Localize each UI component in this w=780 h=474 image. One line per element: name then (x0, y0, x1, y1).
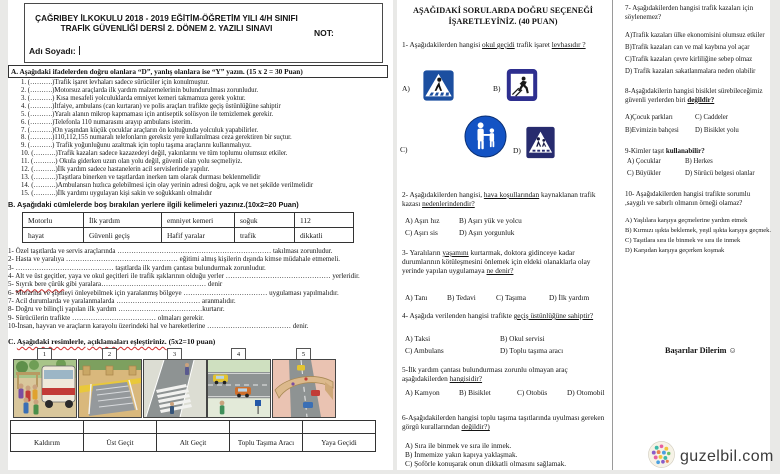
answer-row-labels (11, 434, 376, 452)
exam-title-line1: ÇAĞRIBEY İLKOKULU 2018 - 2019 EĞİTİM-ÖĞRETİM YILI 4/H SINIFI (35, 13, 298, 23)
q5-option[interactable]: C) Otobüs (517, 388, 548, 397)
q5-option[interactable]: D) Otomobil (567, 388, 605, 397)
q7-option[interactable]: C)Trafik kazaları çevre kirliliğine sebep olmaz (625, 56, 753, 63)
q10-option[interactable]: B) Kırmızı ışıkta beklemek, yeşil ışıkta karşıya geçmek. (625, 227, 772, 234)
true-false-item: 2. (……….)Motorsuz araçlarda ilk yardım malzemelerinin bulundurulması zorunludur. (21, 86, 259, 94)
answer-row-empty (11, 421, 376, 434)
picture-number: 3 (167, 348, 182, 361)
true-false-item: 6. (……….)Telefonla 110 numarasını arayıp ambulans isterim. (21, 118, 193, 126)
q3-option[interactable]: B) Tedavi (447, 293, 476, 302)
fill-blank-sentence: 2- Hasta ve yaralıya ………………………………………… eğitimi almış kişilerin dışında kimse müdahale etmemeli. (8, 255, 341, 264)
q6-underline: değildir?) (461, 422, 490, 432)
true-false-item: 8. (……….)110,112,155 numaralı telefonların gereksiz yere kullanılması ceza gerektiren bir suçtur. (21, 134, 292, 142)
question-4 (402, 311, 602, 320)
picture-number: 5 (296, 348, 311, 361)
q1-text: 1- Aşağıdakilerden hangisi (402, 40, 483, 49)
q6-option[interactable]: A) Sıra ile binmek ve sıra ile inmek. (405, 441, 512, 450)
q2-option[interactable]: C) Aşırı sis (405, 228, 438, 237)
true-false-item: 1. (……….)Trafik işaret levhaları sadece sürücüler için konulmuştur. (21, 79, 210, 86)
word-bank-cell: Güvenli geçiş (83, 228, 161, 243)
answer-label: Toplu Taşıma Aracı (230, 434, 303, 452)
exam-page-1 (8, 0, 393, 470)
overpass-illustration-icon (273, 360, 335, 417)
section-c-label: C. (8, 337, 16, 346)
sentence-prefix: 5- (8, 280, 16, 289)
q9-option[interactable]: A) Çocuklar (627, 158, 661, 165)
q9-option[interactable]: B) Herkes (685, 158, 713, 165)
answer-cell[interactable] (84, 421, 157, 434)
q8-option[interactable]: C) Caddeler (695, 114, 729, 121)
answer-cell[interactable] (230, 421, 303, 434)
q5-text: 5-İlk yardım çantası bulundurması zorunlu olmayan araç aşağıdakilerden (402, 365, 568, 384)
picture-overpass (272, 359, 336, 418)
grade-label: NOT: (314, 28, 334, 38)
word-bank-cell: 112 (294, 213, 353, 228)
q1-text: trafik işaret (514, 40, 552, 49)
q3-text: kurtarmak, doktora gidinceye kadar durumlarının kötüleşmesini önlemek için eldeki olanaklarla olay yerinde yapılan uygulamaya (402, 248, 591, 276)
picture-number: 4 (231, 348, 246, 361)
q7-option[interactable]: A)Trafik kazaları ülke ekonomisini olumsuz etkiler (625, 32, 765, 39)
guzelbil-logo-icon (647, 440, 676, 474)
picture-sidewalk-street (207, 359, 271, 418)
column-divider (612, 0, 613, 470)
true-false-item: 11. (……….) Okula giderken uzun olan yolu değil, güvenli olan yolu seçmeliyiz. (21, 158, 243, 166)
section-a-heading: A. Aşağıdaki ifadelerden doğru olanlara “D”, yanlış olanlara ise “Y” yazın. (15 x 2 = 30 Puan) (8, 65, 388, 78)
section-c-wavy2: açıklamaları eşleştiriniz. (87, 337, 167, 346)
q3-underline: ne denir? (486, 266, 514, 276)
q9-option[interactable]: D) Sürücü belgesi olanlar (685, 170, 755, 177)
section-c-heading (8, 337, 215, 346)
q6-option[interactable]: C) Şoförle konuşarak onun dikkatli olmasını sağlamak. (405, 459, 567, 468)
answer-cell[interactable] (11, 421, 84, 434)
q8-underline: değildir? (687, 95, 715, 104)
exam-title (25, 4, 308, 43)
answer-cell[interactable] (157, 421, 230, 434)
q3-option[interactable]: A) Tanı (405, 293, 428, 302)
word-bank-cell: soğuk (234, 213, 294, 228)
q3-option[interactable]: C) Taşıma (496, 293, 526, 302)
fill-blank-sentence: 10-İnsan, hayvan ve araçların karayolu üzerindeki hal ve hareketlerine ……………………………… denir. (8, 322, 309, 331)
q1-option-label-c[interactable]: C) (400, 145, 408, 154)
q4-option[interactable]: A) Taksi (405, 334, 431, 343)
word-bank-row (23, 213, 354, 228)
fill-blank-sentence: 4- Alt ve üst geçitler, yaya ve okul geçitleri ile trafik ışıklarının olduğu yerler ……………………………………… yerleridir. (8, 272, 360, 281)
fill-blank-sentence: 7- Acil durumlarda ve yaralanmalarda ……………………………… aranmalıdır. (8, 297, 236, 306)
section-c-points: (5x2=10 puan) (166, 337, 216, 346)
fill-blank-sentence: 9- Sürücülerin trafikte ……………………………… olmaları gerekir. (8, 313, 204, 322)
fill-blank-sentence (8, 280, 388, 288)
q8-option[interactable]: D) Bisiklet yolu (695, 127, 739, 134)
word-bank-cell: hayat (23, 228, 84, 243)
q10-option[interactable]: A) Yaşlılara karşıya geçmelerine yardım etmek (625, 217, 748, 224)
q3-underline: yaşamını (442, 248, 469, 257)
question-7: 7- Aşağıdakilerden hangisi trafik kazaları için söylenemez? (625, 4, 754, 21)
picture-number: 2 (102, 348, 117, 361)
brand-text: guzelbil.com (680, 448, 774, 465)
student-name-label: Adı Soyadı: (29, 46, 76, 56)
q2-option[interactable]: D) Aşırı yorgunluk (459, 228, 515, 237)
section-b-heading: B. Aşağıdaki cümlelerde boş bırakılan yerlere ilgili kelimeleri yazınız.(10x2=20 Puan) (8, 200, 299, 209)
picture-bus-stop (13, 359, 77, 418)
street-illustration-icon (208, 360, 270, 417)
question-5 (402, 365, 610, 383)
question-3 (402, 248, 610, 276)
true-false-item: 15. (……….)İlk yardımı uygulayan kişi sakin ve soğukkanlı olmalıdır (21, 189, 213, 197)
closing-wish: Başarılar Dilerim ☺ (665, 346, 737, 355)
true-false-item: 13. (……….)Taşıtlara binerken ve taşıtlardan inerken tam olarak durması beklenmelidir (21, 174, 261, 182)
answer-label: Alt Geçit (157, 434, 230, 452)
exam-header-box (24, 3, 383, 63)
question-10: 10- Aşağıdakilerden hangisi trafikte sorumlu ,saygılı ve sabırlı olmanın örneği olamaz? (625, 190, 751, 207)
true-false-item: 9. (……….) Trafik yoğunluğunu azaltmak için toplu taşıma araçlarını kullanmalıyız. (21, 142, 252, 150)
word-bank-cell: Hafif yaralar (162, 228, 235, 243)
q4-option[interactable]: D) Toplu taşıma aracı (500, 346, 564, 355)
q10-option[interactable]: D) Karşıdan karşıya geçerken koşmak (625, 247, 725, 254)
misspelled-text: Sıyrık bere çürük (15, 280, 65, 289)
true-false-item: 10. (……….)Trafik kazaları sadece kazazedeyi değil, yakınlarını ve tüm toplumu olumsuz etkiler. (21, 150, 288, 158)
q2-option[interactable]: B) Aşırı yük ve yolcu (459, 216, 522, 225)
picture-crosswalk (143, 359, 207, 418)
fill-blank-sentence: 8- Doğru ve bilinçli yapılan ilk yardım ………………………………kurtarır. (8, 305, 225, 314)
q1-underline: okul geçidi (482, 40, 515, 49)
question-8 (625, 87, 767, 104)
section-c-wavy1: Aşağıdaki resimlerle, (16, 337, 86, 346)
picture-number: 1 (37, 348, 52, 361)
q3-text: 3- Yaralıların (402, 248, 443, 257)
q7-option[interactable]: B)Trafik kazaları can ve mal kaybına yol açar (625, 44, 750, 51)
q5-underline: hangisidir? (449, 374, 483, 384)
question-2 (402, 190, 608, 208)
fill-blank-sentence: 3- …………………………………… taşıtlarda ilk yardım çantası bulundurmak zorunludur. (8, 263, 266, 272)
q4-underline: geçiş üstünlüğüne sahiptir? (513, 311, 594, 320)
word-bank-cell: trafik (234, 228, 294, 243)
bus-stop-illustration-icon (14, 360, 76, 417)
q2-underline: nedenlerindendir? (422, 199, 475, 209)
true-false-item: 14. (……….)Ambulansın hızlıca gelebilmesi için olay yerinin adresi doğru, açık ve net şekilde verilmelidir (21, 181, 314, 189)
sentence-rest: gibi yaralara……………………………………… denir (64, 280, 223, 289)
true-false-item: 4. (……….)İtfaiye, ambulans (can kurtaran) ve polis araçları trafikte geçiş üstünlüğüne sahiptir (21, 102, 281, 110)
q8-option[interactable]: A)Çocuk parkları (625, 114, 673, 121)
q2-text: kaynaklanan trafik kazası (402, 190, 596, 209)
exam-title-line2: TRAFİK GÜVENLİĞİ DERSİ 2. DÖNEM 2. YAZILI SINAVI (60, 23, 273, 33)
fill-blank-sentence: 1- Özel taşıtlarda ve servis araçlarında ………………………………………………………… takılması zorunludur. (8, 247, 333, 255)
answer-cell[interactable] (303, 421, 376, 434)
true-false-item: 3. (……….) Kısa mesafeli yolculuklarda emniyet kemeri takmamıza gerek yoktur. (21, 94, 246, 102)
exam-page-2 (397, 0, 774, 470)
q6-option[interactable]: B) İnmemize yakın kapıya yaklaşmak. (405, 450, 518, 459)
true-false-item: 12. (……….)İlk yardım sadece hastanelerin acil servislerinde yapılır. (21, 166, 210, 174)
answer-label: Kaldırım (11, 434, 84, 452)
page2-heading-line1: AŞAĞIDAKİ SORULARDA DOĞRU SEÇENEĞİ (412, 6, 594, 15)
matching-answer-table (10, 420, 376, 452)
sign-school-pass-icon[interactable] (506, 68, 538, 107)
word-bank-cell: emniyet kemeri (162, 213, 235, 228)
q8-text: 8-Aşağıdakilerin hangisi bisiklet sürebileceğimiz güvenli yerlerden biri (625, 87, 763, 104)
sign-pedestrian-crossing-icon[interactable] (423, 70, 454, 106)
text-cursor (79, 46, 80, 55)
section-b-sentences (8, 247, 388, 330)
word-bank-cell: Motorlu (23, 213, 84, 228)
word-bank-table (22, 212, 354, 243)
q6-text: 6-Aşağıdakilerden hangisi toplu taşıma taşıtlarında uyulması gereken görgü kurallarından (402, 413, 605, 432)
q1-underline: levhasıdır ? (551, 40, 586, 49)
true-false-item: 5. (……….)Yaralı alanın mikrop kapmaması için antiseptik solüsyon ile temizlemek gerekir. (21, 110, 274, 118)
word-bank-row (23, 228, 354, 243)
crosswalk-illustration-icon (144, 360, 206, 417)
q4-option[interactable]: C) Ambulans (405, 346, 444, 355)
word-bank-cell: İlk yardım (83, 213, 161, 228)
q9-option[interactable]: C) Büyükler (627, 170, 661, 177)
q8-option[interactable]: B)Evimizin bahçesi (625, 127, 679, 134)
q4-text: 4- Aşağıda verilenden hangisi trafikte (402, 311, 514, 320)
q1-option-label-d[interactable]: D) (513, 146, 521, 155)
page2-heading (402, 5, 604, 27)
grade-box (308, 43, 380, 60)
word-bank-cell: dikkatli (294, 228, 353, 243)
q5-option[interactable]: B) Bisiklet (459, 388, 491, 397)
q4-option[interactable]: B) Okul servisi (500, 334, 545, 343)
sign-school-crossing-icon[interactable] (526, 126, 555, 164)
student-name-field[interactable] (25, 43, 308, 60)
q1-option-label-b[interactable]: B) (493, 84, 501, 93)
q3-option[interactable]: D) İlk yardım (549, 293, 590, 302)
q7-option[interactable]: D) Trafik kazaları sakatlanmalara neden olabilir (625, 68, 756, 75)
fill-blank-sentence: 6- Morarma ve şişmeyi önleyebilmek için yaralanmış bölgeye ……………………………… uygulaması yapılmalıdır. (8, 288, 339, 297)
q2-option[interactable]: A) Aşırı hız (405, 216, 440, 225)
page2-heading-line2: İŞARETLEYİNİZ. (40 PUAN) (448, 17, 558, 26)
picture-underpass (78, 359, 142, 418)
underpass-illustration-icon (79, 360, 141, 417)
q9-bold: kullanabilir? (665, 147, 705, 155)
answer-label: Yaya Geçidi (303, 434, 376, 452)
true-false-item: 7. (……….)On yaşından küçük çocuklar araçların ön koltuğunda yolculuk yapabilirler. (21, 126, 259, 134)
section-a-items (21, 79, 389, 198)
q5-option[interactable]: A) Kamyon (405, 388, 440, 397)
question-9 (625, 147, 767, 156)
q2-underline: hava koşullarından (483, 190, 540, 199)
q1-option-label-a[interactable]: A) (402, 84, 410, 93)
q2-text: 2- Aşağıdakilerden hangisi, (402, 190, 484, 199)
q9-text: 9-Kimler taşıt (625, 147, 666, 155)
q10-option[interactable]: C) Taşıtlara sıra ile binmek ve sıra ile inmek (625, 237, 741, 244)
answer-label: Üst Geçit (84, 434, 157, 452)
question-1 (402, 40, 604, 49)
sign-pedestrian-path-icon[interactable] (464, 115, 507, 163)
question-6 (402, 413, 608, 431)
